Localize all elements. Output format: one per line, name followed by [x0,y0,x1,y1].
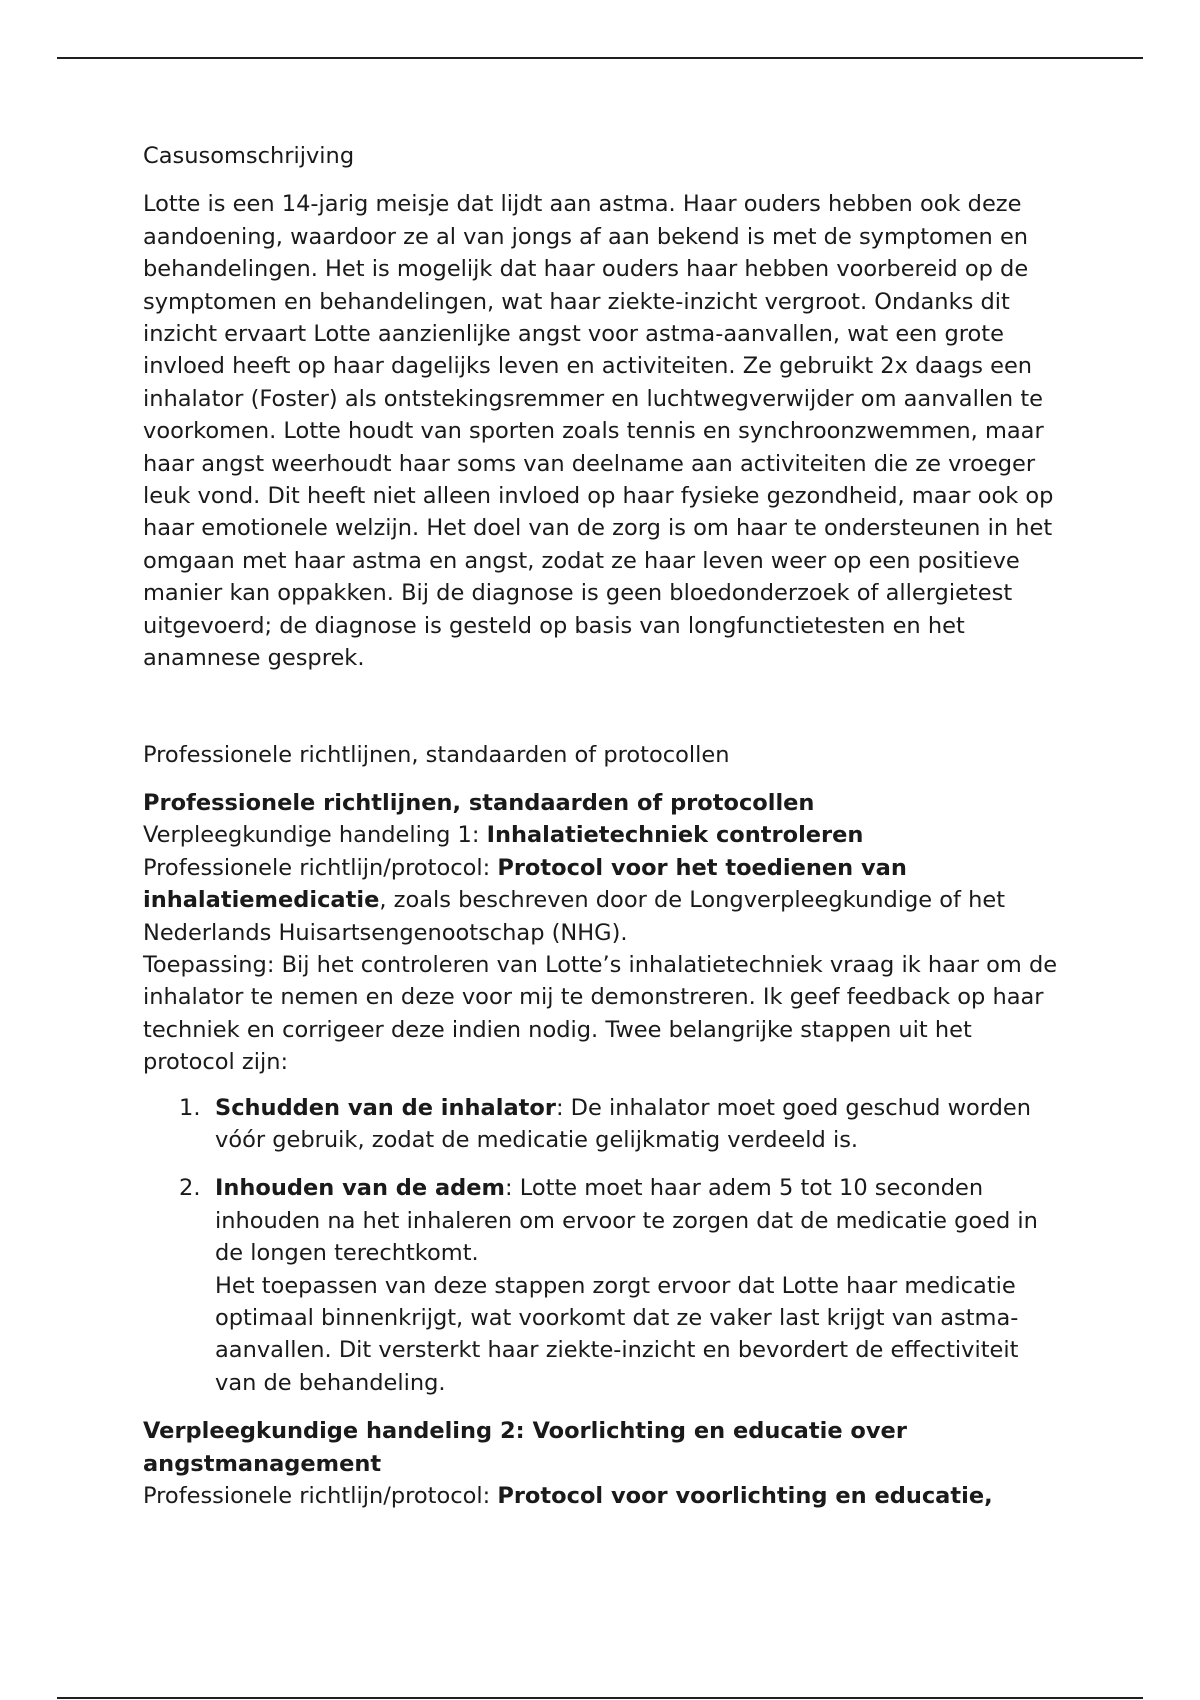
guidelines-heading: Professionele richtlijnen, standaarden of protocollen [143,789,815,816]
document-body [143,140,1063,1512]
footer-rule [57,1697,1143,1699]
protocol-1-rest: , zoals beschreven door de Longverpleegkundige of het Nederlands Huisartsengenootschap (NHG). [143,887,1006,946]
protocol-2-line [143,1480,1063,1512]
list-item [179,1092,1063,1157]
section-spacer [143,675,1063,739]
handeling-1-value: Inhalatietechniek controleren [486,822,864,849]
case-description-text: Lotte is een 14-jarig meisje dat lijdt aan astma. Haar ouders hebben ook deze aandoening, waardoor ze al van jongs af aan bekend is met de symptomen en behandelingen. Het is mogelijk dat haar ouders haar hebben voorbereid op de symptomen en behandelingen, wat haar ziekte-inzicht vergroot. Ondanks dit inzicht ervaart Lotte aanzienlijke angst voor astma-aanvallen, wat een grote invloed heeft op haar dagelijks leven en activiteiten. Ze gebruikt 2x daags een inhalator (Foster) als ontstekingsremmer en luchtwegverwijder om aanvallen te voorkomen. Lotte houdt van sporten zoals tennis en synchroonzwemmen, maar haar angst weerhoudt haar soms van deelname aan activiteiten die ze vroeger leuk vond. Dit heeft niet alleen invloed op haar fysieke gezondheid, maar ook op haar emotionele welzijn. Het doel van de zorg is om haar te ondersteunen in het omgaan met haar astma en angst, zodat ze haar leven weer op een positieve manier kan oppakken. Bij de diagnose is geen bloedonderzoek of allergietest uitgevoerd; de diagnose is gesteld op basis van longfunctietesten en het anamnese gesprek. [143,191,1054,672]
handeling-2-block [143,1415,1063,1512]
protocol-2-value: Protocol voor voorlichting en educatie, [497,1483,993,1510]
toepassing-text: Toepassing: Bij het controleren van Lotte’s inhalatietechniek vraag ik haar om de inhalator te nemen en deze voor mij te demonstreren. Ik geef feedback op haar techniek en corrigeer deze indien nodig. Twee belangrijke stappen uit het protocol zijn: [143,951,1058,1076]
protocol-1-line [143,852,1063,949]
step-title: Inhouden van de adem [215,1175,505,1202]
handeling-1-label: Verpleegkundige handeling 1: [143,822,487,849]
protocol-1-label: Professionele richtlijn/protocol: [143,854,498,881]
list-item [179,1172,1063,1399]
step-title: Schudden van de inhalator [215,1094,556,1121]
step-text: : De inhalator moet goed geschud worden vóór gebruik, zodat de medicatie gelijkmatig verdeeld is. [215,1094,1032,1153]
guidelines-block [143,787,1063,1079]
protocol-1-value: Protocol voor het toedienen van inhalatiemedicatie [143,854,907,914]
protocol-steps-list [143,1092,1063,1400]
step-number: 1. [179,1094,201,1121]
protocol-2-label: Professionele richtlijn/protocol: [143,1483,498,1510]
header-rule [57,57,1143,59]
step-text: : Lotte moet haar adem 5 tot 10 seconden inhouden na het inhaleren om ervoor te zorgen dat de medicatie goed in de longen terechtkomt. [215,1175,1038,1267]
guidelines-title: Professionele richtlijnen, standaarden of protocollen [143,741,730,768]
case-description-title: Casusomschrijving [143,143,355,169]
step-followup: Het toepassen van deze stappen zorgt ervoor dat Lotte haar medicatie optimaal binnenkrijgt, wat voorkomt dat ze vaker last krijgt van astma-aanvallen. Dit versterkt haar ziekte-inzicht en bevordert de effectiviteit van de behandeling. [215,1272,1019,1396]
step-number: 2. [179,1175,201,1202]
handeling-1-line [143,819,1063,851]
handeling-2-heading: Verpleegkundige handeling 2: Voorlichting en educatie over angstmanagement [143,1418,907,1477]
